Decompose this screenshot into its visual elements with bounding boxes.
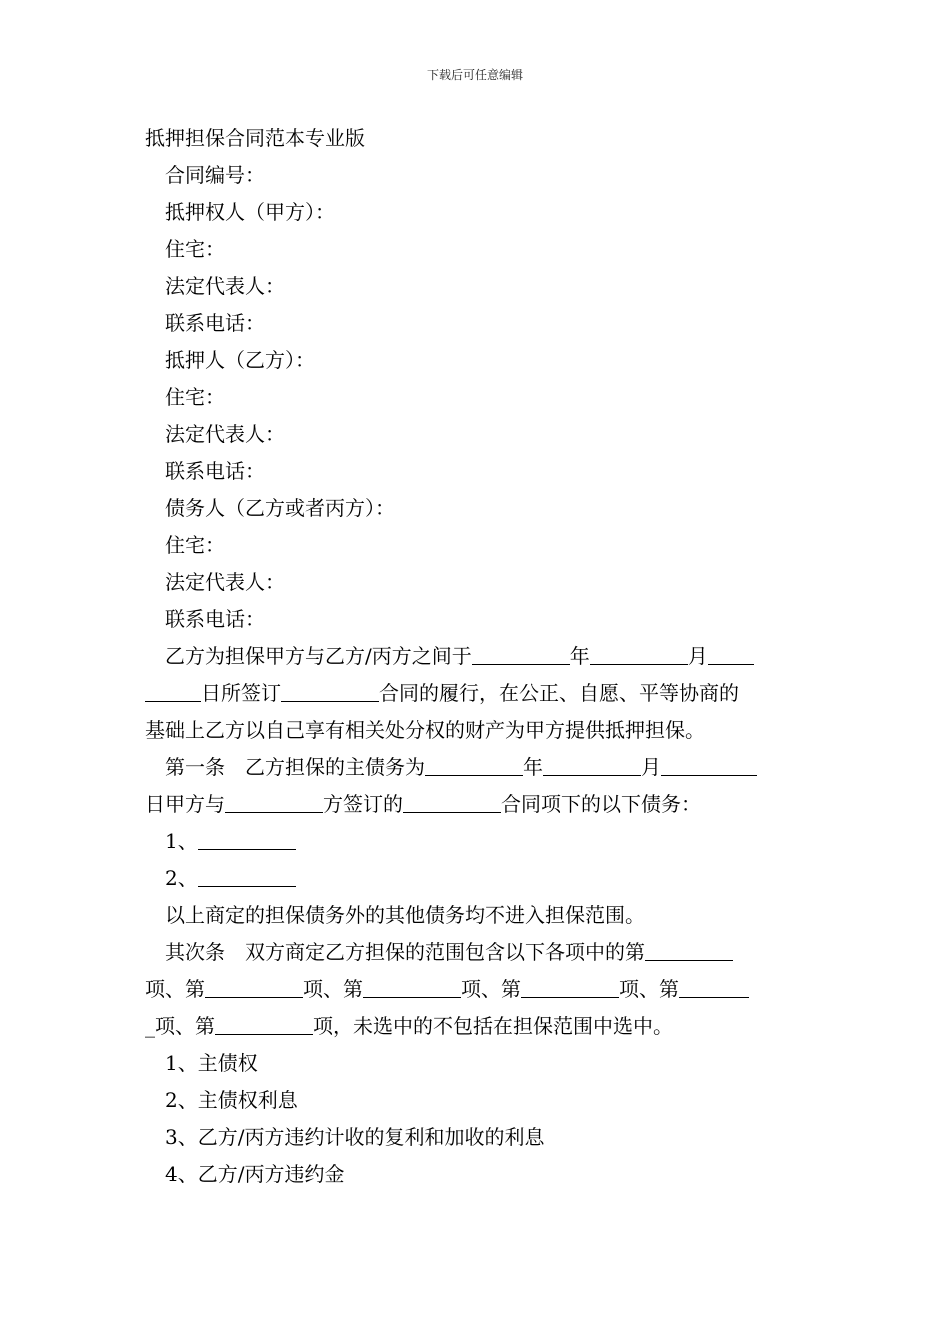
contract-number: 合同编号： — [165, 163, 265, 187]
article2-blank-2 — [205, 975, 303, 998]
article2-text-6: _项、第 — [145, 1014, 215, 1038]
article2-text-4: 项、第 — [461, 977, 521, 1001]
article2-text-3: 项、第 — [303, 977, 363, 1001]
debt-item-1-blank — [198, 827, 296, 850]
debtor-address: 住宅： — [165, 533, 225, 557]
article2-blank-6 — [215, 1012, 313, 1035]
document-title: 抵押担保合同范本专业版 — [145, 126, 365, 150]
intro-text-2: 年 — [569, 644, 590, 668]
party-a-address: 住宅： — [165, 237, 225, 261]
article2-blank-3 — [363, 975, 461, 998]
debtor-phone: 联系电话： — [165, 607, 265, 631]
intro-text-4: 日所签订 — [201, 681, 281, 705]
scope-note: 以上商定的担保债务外的其他债务均不进入担保范围。 — [165, 903, 645, 927]
article2-text-5: 项、第 — [619, 977, 679, 1001]
intro-day-blank-part2 — [145, 679, 201, 702]
article1-text-4: 日甲方与 — [145, 792, 225, 816]
party-b-rep: 法定代表人： — [165, 422, 285, 446]
article1-text-1: 第一条 乙方担保的主债务为 — [165, 755, 425, 779]
article1-day-blank — [661, 753, 757, 776]
intro-month-blank — [590, 642, 688, 665]
article2-text-1: 其次条 双方商定乙方担保的范围包含以下各项中的第 — [165, 940, 645, 964]
debt-item-2-label: 2、 — [165, 866, 198, 890]
article2-text-2: 项、第 — [145, 977, 205, 1001]
article2-blank-1 — [645, 938, 733, 961]
intro-text-1: 乙方为担保甲方与乙方/丙方之间于 — [165, 644, 472, 668]
intro-year-blank — [472, 642, 570, 665]
debtor-label: 债务人（乙方或者丙方）： — [165, 496, 395, 520]
party-a-rep: 法定代表人： — [165, 274, 285, 298]
debtor-rep: 法定代表人： — [165, 570, 285, 594]
debt-item-1 — [145, 823, 807, 860]
article2-blank-5 — [679, 975, 749, 998]
intro-day-blank-part1 — [708, 642, 754, 665]
scope-item-4: 4、乙方/丙方违约金 — [165, 1162, 345, 1186]
article2-text-7: 项，未选中的不包括在担保范围中选中。 — [313, 1014, 673, 1038]
article1-contract-blank — [403, 790, 501, 813]
article1-text-6: 合同项下的以下债务： — [501, 792, 701, 816]
article-2 — [145, 934, 807, 1045]
contract-document — [145, 120, 807, 1193]
party-b-address: 住宅： — [165, 385, 225, 409]
scope-item-2: 2、主债权利息 — [165, 1088, 298, 1112]
intro-text-5: 合同的履行，在公正、自愿、平等协商的 — [379, 681, 739, 705]
party-b-phone: 联系电话： — [165, 459, 265, 483]
debt-item-2 — [145, 860, 807, 897]
page-header-note: 下载后可任意编辑 — [426, 68, 523, 82]
article1-year-blank — [425, 753, 523, 776]
article-1 — [145, 749, 807, 823]
article1-text-3: 月 — [641, 755, 661, 779]
article2-blank-4 — [521, 975, 619, 998]
debt-item-1-label: 1、 — [165, 829, 198, 853]
scope-item-1: 1、主债权 — [165, 1051, 258, 1075]
intro-contract-blank — [281, 679, 379, 702]
party-b-label: 抵押人（乙方）： — [165, 348, 315, 372]
article1-party-blank — [225, 790, 323, 813]
party-a-label: 抵押权人（甲方）： — [165, 200, 335, 224]
intro-text-3: 月 — [687, 644, 708, 668]
article1-text-5: 方签订的 — [323, 792, 403, 816]
article1-month-blank — [543, 753, 641, 776]
intro-paragraph — [145, 638, 807, 749]
party-a-phone: 联系电话： — [165, 311, 265, 335]
debt-item-2-blank — [198, 864, 296, 887]
scope-item-3: 3、乙方/丙方违约计收的复利和加收的利息 — [165, 1125, 545, 1149]
intro-text-6: 基础上乙方以自己享有相关处分权的财产为甲方提供抵押担保。 — [145, 718, 705, 742]
article1-text-2: 年 — [523, 755, 543, 779]
